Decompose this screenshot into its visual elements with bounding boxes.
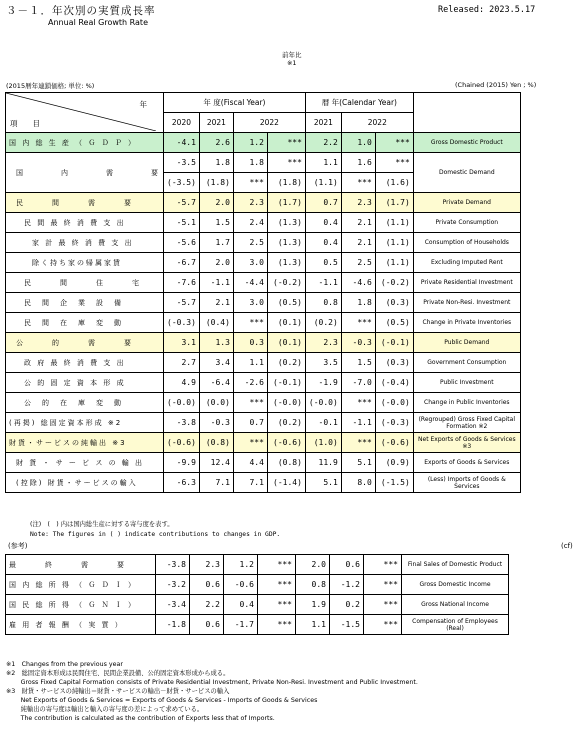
contribution-cell: (1.8) [267, 173, 305, 193]
value-cell: 3.1 [164, 333, 200, 353]
row-label-en: Public Investment [413, 373, 520, 393]
value-cell: 0.7 [305, 193, 341, 213]
row-label-en: Net Exports of Goods & Services ※3 [413, 433, 520, 453]
value-cell: (0.1) [267, 313, 305, 333]
value-cell: (1.3) [267, 253, 305, 273]
row-label-en: Domestic Demand [413, 153, 520, 193]
value-cell: 2.0 [199, 253, 233, 273]
row-label-en: (Regrouped) Gross Fixed Capital Formation ※2 [413, 413, 520, 433]
value-cell: *** [233, 433, 267, 453]
value-cell: 7.1 [233, 473, 267, 493]
value-cell: 0.4 [305, 233, 341, 253]
value-cell: *** [267, 133, 305, 153]
value-cell: (-0.2) [267, 273, 305, 293]
value-cell: (1.3) [267, 233, 305, 253]
value-cell: (0.2) [267, 353, 305, 373]
value-cell: (1.1) [375, 233, 413, 253]
footnote: Net Exports of Goods & Services = Exports of Goods & Services - Imports of Goods & Services [6, 697, 318, 704]
value-cell: 1.9 [296, 595, 330, 615]
value-cell: 5.1 [305, 473, 341, 493]
contribution-cell: *** [233, 173, 267, 193]
value-cell: 2.1 [341, 213, 375, 233]
header-en-blank [413, 93, 520, 133]
table-row [6, 253, 521, 273]
value-cell: (-0.3) [375, 413, 413, 433]
table-row [6, 213, 521, 233]
value-cell: (0.5) [267, 293, 305, 313]
value-cell: (0.3) [375, 293, 413, 313]
value-cell: (1.7) [375, 193, 413, 213]
table-row [6, 133, 521, 153]
header-year-label: 年 [139, 100, 147, 109]
value-cell: *** [364, 615, 402, 635]
value-cell: 2.1 [199, 293, 233, 313]
value-cell: 0.6 [190, 575, 224, 595]
value-cell: (-0.1) [267, 373, 305, 393]
table-row [6, 153, 521, 173]
value-cell: -1.5 [330, 615, 364, 635]
value-cell: 1.8 [199, 153, 233, 173]
value-cell: -9.9 [164, 453, 200, 473]
table-row [6, 273, 521, 293]
growth-table [5, 92, 521, 493]
col-fy-2021: 2021 [199, 113, 233, 133]
footnote: Gross Fixed Capital Formation consists of Private Residential Investment, Private Non-Resi. Investment and Public Investment. [6, 679, 418, 686]
value-cell: 11.9 [305, 453, 341, 473]
value-cell: -0.6 [224, 575, 258, 595]
value-cell: (-0.0) [164, 393, 200, 413]
header-calendar-year: 暦 年(Calendar Year) [305, 93, 413, 113]
footnote: 純輸出の寄与度は輸出と輸入の寄与度の差によって求めている。 [6, 706, 204, 713]
row-label-jp: 国 内 需 要 [6, 153, 164, 193]
value-cell: 1.8 [233, 153, 267, 173]
prev-year-label [282, 51, 302, 67]
value-cell: 0.6 [330, 555, 364, 575]
value-cell: 2.1 [341, 233, 375, 253]
table-row [6, 353, 521, 373]
value-cell: *** [364, 555, 402, 575]
row-label-en: Private Residential Investment [413, 273, 520, 293]
note-en: Note: The figures in ( ) indicate contributions to changes in GDP. [30, 531, 281, 538]
value-cell: (0.8) [199, 433, 233, 453]
value-cell: 3.4 [199, 353, 233, 373]
row-label-jp: 財貨・サービスの純輸出 ※3 [6, 433, 164, 453]
value-cell: 0.6 [190, 615, 224, 635]
value-cell: 12.4 [199, 453, 233, 473]
value-cell: 1.2 [224, 555, 258, 575]
row-label-en: Government Consumption [413, 353, 520, 373]
page-subtitle: Annual Real Growth Rate [48, 18, 148, 27]
row-label-jp: 除く持ち家の帰属家賃 [6, 253, 164, 273]
table-row [6, 233, 521, 253]
value-cell: *** [341, 393, 375, 413]
value-cell: -6.3 [164, 473, 200, 493]
row-label-en: Gross Domestic Income [402, 575, 509, 595]
value-cell: 1.8 [341, 293, 375, 313]
row-label-en: Final Sales of Domestic Product [402, 555, 509, 575]
value-cell: 2.3 [233, 193, 267, 213]
header-fiscal-year: 年 度(Fiscal Year) [164, 93, 306, 113]
value-cell: 0.5 [305, 253, 341, 273]
row-label-en: Private Demand [413, 193, 520, 213]
row-label-jp: 国 内 総 所 得 （ Ｇ Ｄ Ｉ ） [6, 575, 156, 595]
col-cy-2021: 2021 [305, 113, 341, 133]
row-label-jp: (控除) 財貨・サービスの輸入 [6, 473, 164, 493]
value-cell: (0.2) [267, 413, 305, 433]
unit-label-en: (Chained (2015) Yen ; %) [455, 81, 537, 89]
cf-label: (cf) [561, 542, 573, 550]
value-cell: -1.1 [305, 273, 341, 293]
row-label-en: Private Non-Resi. Investment [413, 293, 520, 313]
value-cell: 2.0 [199, 193, 233, 213]
row-label-jp: 公 的 在 庫 変 動 [6, 393, 164, 413]
value-cell: (-0.6) [164, 433, 200, 453]
row-label-jp: 政 府 最 終 消 費 支 出 [6, 353, 164, 373]
value-cell: -2.6 [233, 373, 267, 393]
value-cell: -6.7 [164, 253, 200, 273]
value-cell: -3.4 [156, 595, 190, 615]
row-label-jp: 財 貨 ・ サ ー ビ ス の 輸 出 [6, 453, 164, 473]
value-cell: -3.8 [156, 555, 190, 575]
contribution-cell: (-3.5) [164, 173, 200, 193]
value-cell: *** [258, 595, 296, 615]
value-cell: 3.5 [305, 353, 341, 373]
value-cell: 2.5 [233, 233, 267, 253]
header-item-label: 項 目 [10, 119, 40, 128]
value-cell: (0.1) [267, 333, 305, 353]
row-label-en: Gross Domestic Product [413, 133, 520, 153]
col-fy-2020: 2020 [164, 113, 200, 133]
page-title: ３－１．年次別の実質成長率 [6, 5, 156, 17]
value-cell: (0.9) [375, 453, 413, 473]
value-cell: (-0.0) [375, 393, 413, 413]
contribution-cell: *** [341, 173, 375, 193]
value-cell: (-1.5) [375, 473, 413, 493]
value-cell: (0.8) [267, 453, 305, 473]
value-cell: -1.1 [199, 273, 233, 293]
value-cell: 1.3 [199, 333, 233, 353]
value-cell: 2.0 [296, 555, 330, 575]
value-cell: -4.4 [233, 273, 267, 293]
prev-year-text: 前年比 [282, 51, 302, 59]
row-label-jp: 雇 用 者 報 酬 （ 実 質 ） [6, 615, 156, 635]
value-cell: 2.3 [341, 193, 375, 213]
value-cell: 5.1 [341, 453, 375, 473]
value-cell: -5.1 [164, 213, 200, 233]
value-cell: -3.5 [164, 153, 200, 173]
table-row [6, 413, 521, 433]
row-label-jp: 民 間 最 終 消 費 支 出 [6, 213, 164, 233]
value-cell: -3.2 [156, 575, 190, 595]
value-cell: -5.6 [164, 233, 200, 253]
value-cell: (-0.6) [375, 433, 413, 453]
value-cell: 2.6 [199, 133, 233, 153]
row-label-en: Compensation of Employees (Real) [402, 615, 509, 635]
value-cell: 4.4 [233, 453, 267, 473]
table-row [6, 393, 521, 413]
row-label-en: Gross National Income [402, 595, 509, 615]
value-cell: 2.7 [164, 353, 200, 373]
value-cell: 0.8 [296, 575, 330, 595]
row-label-jp: 最 終 需 要 [6, 555, 156, 575]
value-cell: 2.3 [305, 333, 341, 353]
row-label-jp: 国 民 総 所 得 （ Ｇ Ｎ Ｉ ） [6, 595, 156, 615]
value-cell: *** [233, 313, 267, 333]
value-cell: 8.0 [341, 473, 375, 493]
value-cell: -1.1 [341, 413, 375, 433]
value-cell: -1.7 [224, 615, 258, 635]
row-label-en: Private Consumption [413, 213, 520, 233]
value-cell: (0.5) [375, 313, 413, 333]
row-label-jp: 民 間 住 宅 [6, 273, 164, 293]
value-cell: -0.3 [199, 413, 233, 433]
table-row [6, 373, 521, 393]
value-cell: *** [364, 575, 402, 595]
value-cell: (0.3) [375, 353, 413, 373]
value-cell: 1.0 [341, 133, 375, 153]
value-cell: 0.2 [330, 595, 364, 615]
table-row [6, 453, 521, 473]
value-cell: 1.2 [233, 133, 267, 153]
contribution-cell: (1.6) [375, 173, 413, 193]
value-cell: (0.4) [199, 313, 233, 333]
value-cell: -0.3 [341, 333, 375, 353]
value-cell: *** [233, 393, 267, 413]
value-cell: (-0.6) [267, 433, 305, 453]
value-cell: 1.1 [296, 615, 330, 635]
value-cell: *** [375, 133, 413, 153]
row-label-jp: (再掲) 総固定資本形成 ※2 [6, 413, 164, 433]
value-cell: *** [341, 433, 375, 453]
unit-label-jp: (2015暦年連鎖価格; 単位: %) [6, 82, 95, 90]
value-cell: 0.7 [233, 413, 267, 433]
row-label-jp: 国 内 総 生 産 （ Ｇ Ｄ Ｐ ） [6, 133, 164, 153]
value-cell: -1.9 [305, 373, 341, 393]
value-cell: (-0.4) [375, 373, 413, 393]
value-cell: 2.5 [341, 253, 375, 273]
value-cell: *** [375, 153, 413, 173]
value-cell: -1.8 [156, 615, 190, 635]
value-cell: 1.5 [341, 353, 375, 373]
value-cell: 1.1 [233, 353, 267, 373]
value-cell: (-1.4) [267, 473, 305, 493]
value-cell: 1.6 [341, 153, 375, 173]
value-cell: -6.4 [199, 373, 233, 393]
row-label-en: Exports of Goods & Services [413, 453, 520, 473]
value-cell: -5.7 [164, 193, 200, 213]
value-cell: 2.2 [305, 133, 341, 153]
table-row [6, 595, 509, 615]
value-cell: 0.4 [224, 595, 258, 615]
value-cell: -1.2 [330, 575, 364, 595]
value-cell: -4.1 [164, 133, 200, 153]
table-row [6, 433, 521, 453]
value-cell: (1.1) [375, 213, 413, 233]
footnote: ※1 Changes from the previous year [6, 661, 123, 668]
value-cell: (-0.0) [305, 393, 341, 413]
row-label-en: Excluding Imputed Rent [413, 253, 520, 273]
value-cell: -3.8 [164, 413, 200, 433]
value-cell: 0.4 [305, 213, 341, 233]
table-row [6, 575, 509, 595]
value-cell: *** [341, 313, 375, 333]
value-cell: *** [258, 575, 296, 595]
release-date: Released: 2023.5.17 [438, 5, 536, 15]
prev-year-mark: ※1 [286, 59, 297, 67]
contribution-cell: (1.1) [305, 173, 341, 193]
value-cell: (0.2) [305, 313, 341, 333]
table-row [6, 615, 509, 635]
row-label-en: Public Demand [413, 333, 520, 353]
value-cell: *** [258, 555, 296, 575]
col-cy-2022: 2022 [341, 113, 413, 133]
table-row [6, 473, 521, 493]
footnote: ※3 財貨・サービスの純輸出＝財貨・サービスの輸出－財貨・サービスの輸入 [6, 688, 230, 695]
value-cell: (0.0) [199, 393, 233, 413]
value-cell: -0.1 [305, 413, 341, 433]
value-cell: (1.3) [267, 213, 305, 233]
row-label-jp: 民 間 在 庫 変 動 [6, 313, 164, 333]
value-cell: *** [267, 153, 305, 173]
value-cell: -7.0 [341, 373, 375, 393]
value-cell: (-0.3) [164, 313, 200, 333]
value-cell: *** [364, 595, 402, 615]
value-cell: (-0.2) [375, 273, 413, 293]
value-cell: 3.0 [233, 293, 267, 313]
value-cell: -4.6 [341, 273, 375, 293]
value-cell: (-0.1) [375, 333, 413, 353]
value-cell: (1.1) [375, 253, 413, 273]
value-cell: 2.4 [233, 213, 267, 233]
value-cell: (1.7) [267, 193, 305, 213]
value-cell: 2.2 [190, 595, 224, 615]
value-cell: 0.8 [305, 293, 341, 313]
contribution-cell: (1.8) [199, 173, 233, 193]
row-label-en: (Less) Imports of Goods & Services [413, 473, 520, 493]
value-cell: 7.1 [199, 473, 233, 493]
value-cell: (-0.0) [267, 393, 305, 413]
row-label-jp: 民 間 企 業 設 備 [6, 293, 164, 313]
value-cell: (1.0) [305, 433, 341, 453]
footnote: The contribution is calculated as the contribution of Exports less that of Imports. [6, 715, 275, 722]
col-fy-2022: 2022 [233, 113, 305, 133]
reference-table [5, 554, 509, 635]
row-label-jp: 公 的 固 定 資 本 形 成 [6, 373, 164, 393]
table-row [6, 555, 509, 575]
value-cell: 2.3 [190, 555, 224, 575]
note-jp: (注) ( ) 内は国内総生産に対する寄与度を表す。 [30, 521, 174, 528]
header-corner [6, 93, 164, 133]
row-label-jp: 家 計 最 終 消 費 支 出 [6, 233, 164, 253]
value-cell: 1.5 [199, 213, 233, 233]
value-cell: 0.3 [233, 333, 267, 353]
value-cell: *** [258, 615, 296, 635]
table-row [6, 293, 521, 313]
value-cell: 1.7 [199, 233, 233, 253]
value-cell: -7.6 [164, 273, 200, 293]
table-row [6, 333, 521, 353]
value-cell: -5.7 [164, 293, 200, 313]
ref-label: (参考) [8, 542, 28, 550]
footnotes [6, 660, 581, 723]
value-cell: 4.9 [164, 373, 200, 393]
value-cell: 1.1 [305, 153, 341, 173]
footnote: ※2 総固定資本形成は民間住宅、民間企業設備、公的固定資本形成から成る。 [6, 670, 230, 677]
table-row [6, 193, 521, 213]
row-label-jp: 公 的 需 要 [6, 333, 164, 353]
value-cell: 3.0 [233, 253, 267, 273]
row-label-en: Change in Private Inventories [413, 313, 520, 333]
row-label-en: Consumption of Households [413, 233, 520, 253]
row-label-en: Change in Public Inventories [413, 393, 520, 413]
table-row [6, 313, 521, 333]
row-label-jp: 民 間 需 要 [6, 193, 164, 213]
